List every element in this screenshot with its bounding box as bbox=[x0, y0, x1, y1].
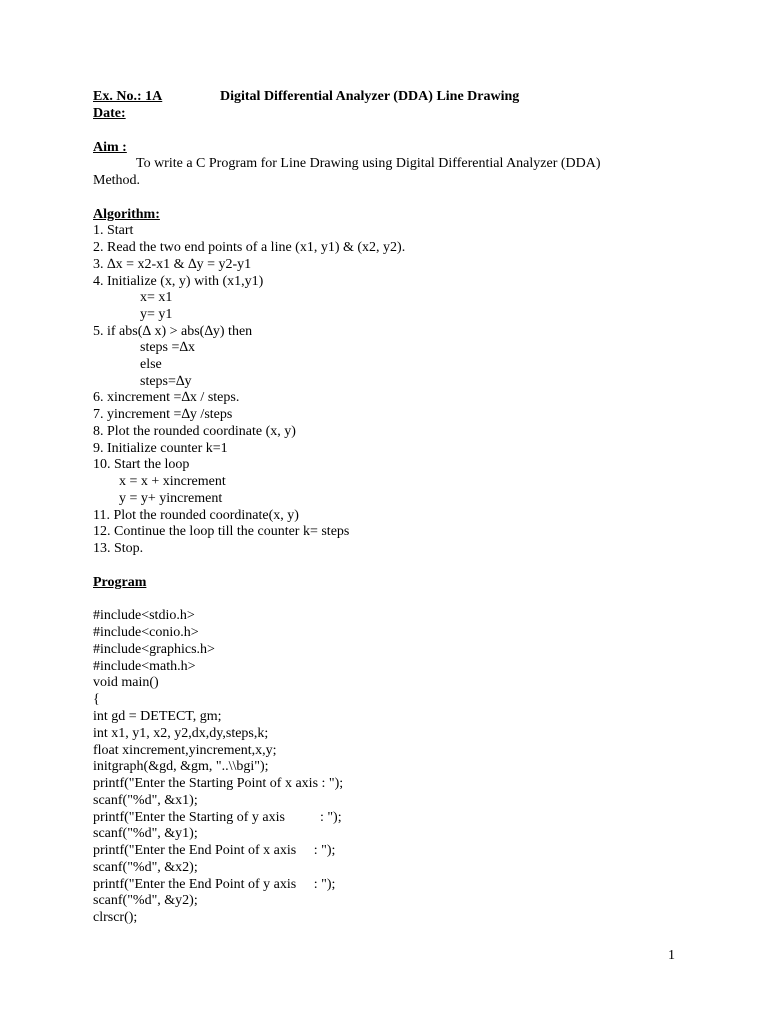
algorithm-step: 11. Plot the rounded coordinate(x, y) bbox=[93, 508, 299, 523]
code-line: initgraph(&gd, &gm, "..\\bgi"); bbox=[93, 759, 269, 774]
code-line: scanf("%d", &y2); bbox=[93, 893, 198, 908]
code-line: scanf("%d", &x2); bbox=[93, 860, 198, 875]
algorithm-step: 9. Initialize counter k=1 bbox=[93, 441, 228, 456]
code-line: scanf("%d", &y1); bbox=[93, 826, 198, 841]
page-title: Digital Differential Analyzer (DDA) Line Drawing bbox=[220, 89, 520, 104]
algorithm-step: 10. Start the loop bbox=[93, 457, 190, 472]
code-line: printf("Enter the Starting Point of x axis : "); bbox=[93, 776, 344, 791]
code-line: { bbox=[93, 692, 100, 707]
code-line: void main() bbox=[93, 675, 159, 690]
aim-text-line-1: To write a C Program for Line Drawing using Digital Differential Analyzer (DDA) bbox=[136, 156, 601, 171]
algorithm-step: 12. Continue the loop till the counter k= steps bbox=[93, 524, 350, 539]
algorithm-step: 6. xincrement =∆x / steps. bbox=[93, 390, 240, 405]
algorithm-substep: y = y+ yincrement bbox=[119, 491, 223, 506]
algorithm-step: 1. Start bbox=[93, 223, 134, 238]
algorithm-step: 2. Read the two end points of a line (x1, y1) & (x2, y2). bbox=[93, 240, 406, 255]
algorithm-substep: else bbox=[140, 357, 162, 372]
algorithm-heading: Algorithm: bbox=[93, 207, 160, 222]
code-line: int gd = DETECT, gm; bbox=[93, 709, 222, 724]
aim-text-line-2: Method. bbox=[93, 173, 141, 188]
algorithm-step: 8. Plot the rounded coordinate (x, y) bbox=[93, 424, 296, 439]
algorithm-substep: steps =∆x bbox=[140, 340, 195, 355]
code-line: float xincrement,yincrement,x,y; bbox=[93, 743, 277, 758]
code-line: clrscr(); bbox=[93, 910, 138, 925]
program-heading: Program bbox=[93, 575, 147, 590]
algorithm-substep: steps=∆y bbox=[140, 374, 192, 389]
algorithm-step: 7. yincrement =∆y /steps bbox=[93, 407, 233, 422]
date-label: Date: bbox=[93, 106, 126, 121]
code-line: #include<graphics.h> bbox=[93, 642, 215, 657]
exercise-number: Ex. No.: 1A bbox=[93, 89, 163, 104]
aim-heading: Aim : bbox=[93, 140, 127, 155]
algorithm-step: 5. if abs(∆ x) > abs(∆y) then bbox=[93, 324, 253, 339]
algorithm-step: 3. ∆x = x2-x1 & ∆y = y2-y1 bbox=[93, 257, 252, 272]
code-line: int x1, y1, x2, y2,dx,dy,steps,k; bbox=[93, 726, 269, 741]
code-line: scanf("%d", &x1); bbox=[93, 793, 198, 808]
code-line: printf("Enter the End Point of x axis : "); bbox=[93, 843, 336, 858]
code-line: #include<stdio.h> bbox=[93, 608, 195, 623]
algorithm-substep: y= y1 bbox=[140, 307, 173, 322]
algorithm-step: 4. Initialize (x, y) with (x1,y1) bbox=[93, 274, 264, 289]
code-line: printf("Enter the Starting of y axis : "); bbox=[93, 810, 342, 825]
algorithm-substep: x = x + xincrement bbox=[119, 474, 226, 489]
page-number: 1 bbox=[668, 948, 675, 963]
algorithm-step: 13. Stop. bbox=[93, 541, 144, 556]
code-line: #include<math.h> bbox=[93, 659, 196, 674]
algorithm-substep: x= x1 bbox=[140, 290, 173, 305]
code-line: #include<conio.h> bbox=[93, 625, 199, 640]
code-line: printf("Enter the End Point of y axis : "); bbox=[93, 877, 336, 892]
